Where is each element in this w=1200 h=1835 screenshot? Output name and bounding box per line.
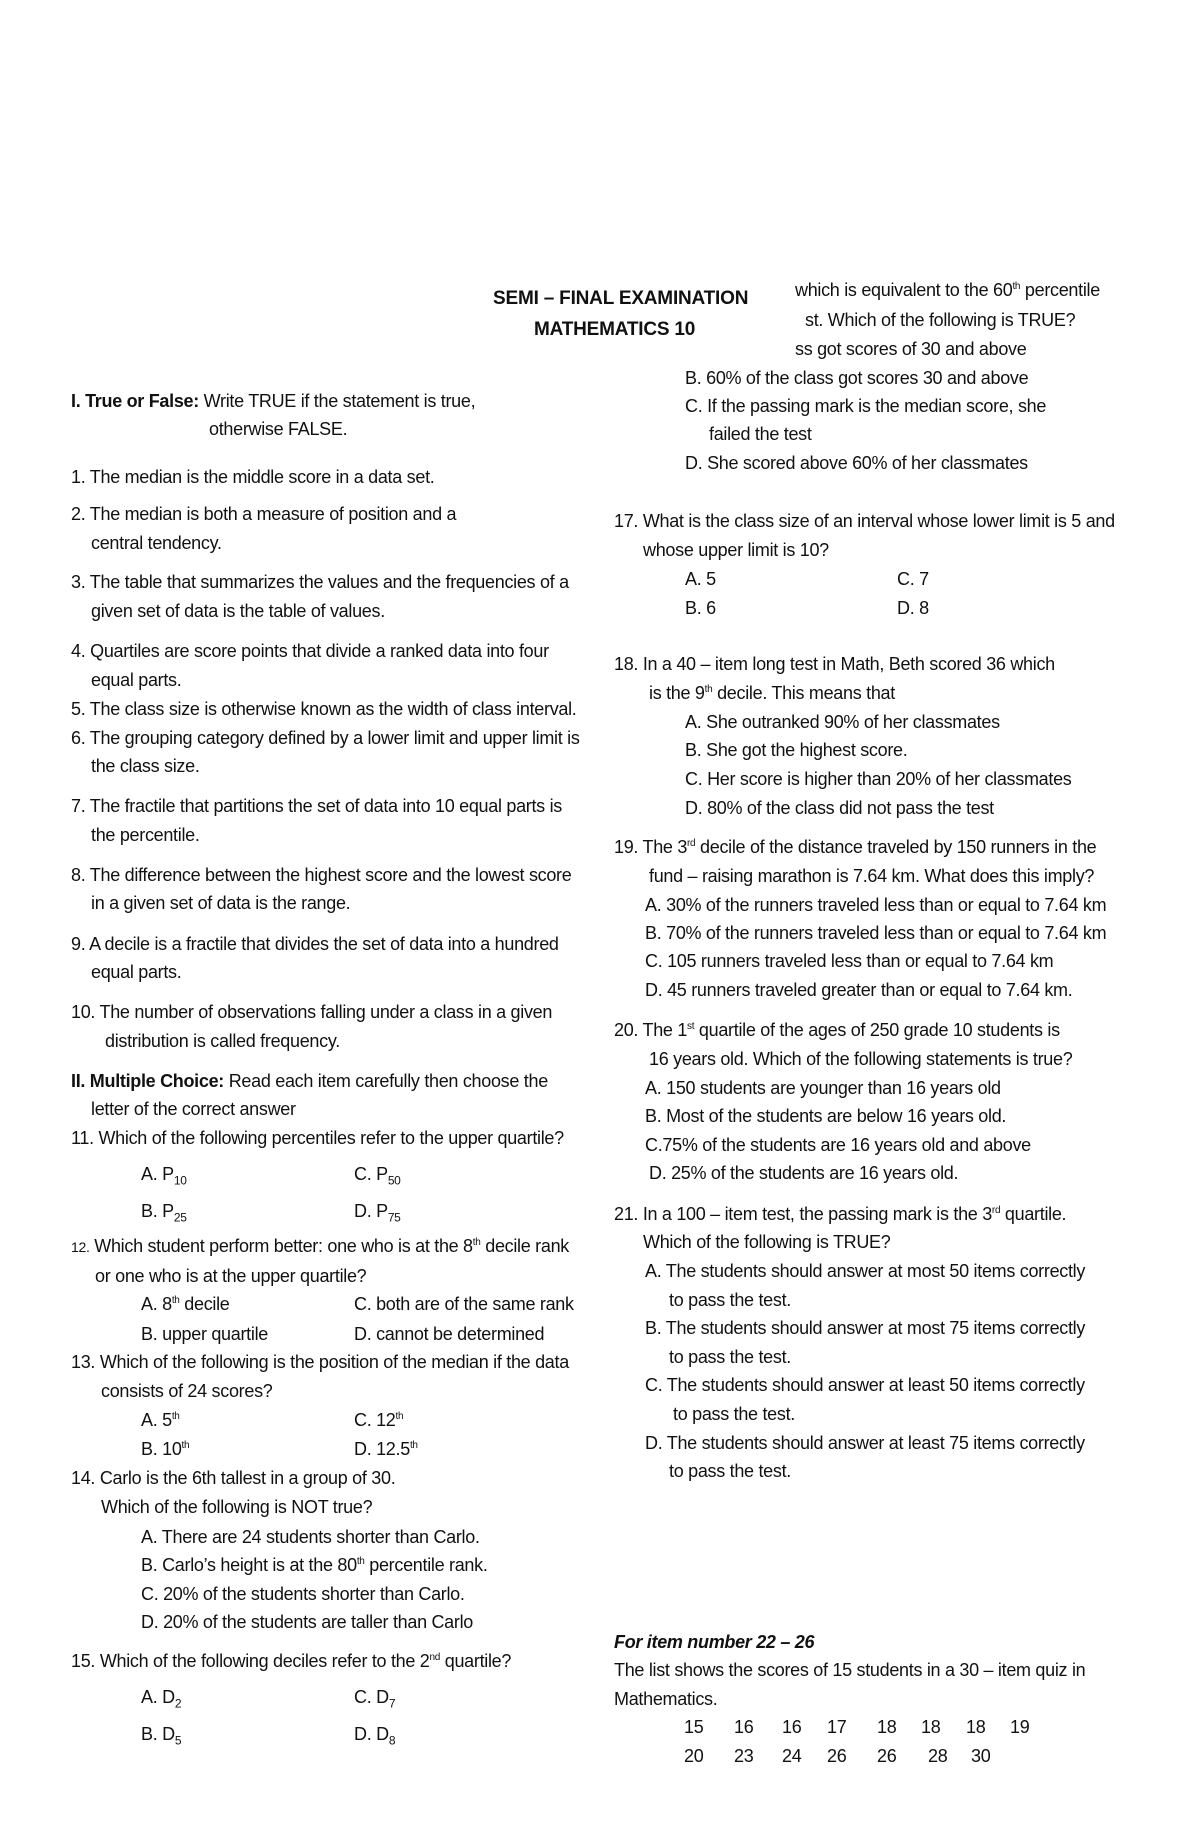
score-value: 28 [928, 1746, 948, 1766]
tf-item-5: 5. The class size is otherwise known as the width of class interval. [71, 699, 577, 719]
tf-item-4: 4. Quartiles are score points that divide a ranked data into four [71, 641, 549, 661]
part2-heading: II. Multiple Choice: Read each item carefully then choose the [71, 1071, 548, 1091]
exam-title: SEMI – FINAL EXAMINATION [493, 288, 749, 309]
q21-option-c: C. The students should answer at least 50 items correctly [645, 1375, 1085, 1395]
q16-option-b: B. 60% of the class got scores 30 and above [685, 368, 1029, 388]
q20-stem: 20. The 1st quartile of the ages of 250 grade 10 students is [614, 1020, 1060, 1040]
q13-option-b: B. 10th [141, 1439, 190, 1459]
q17-option-b: B. 6 [685, 598, 716, 618]
q16-option-c: C. If the passing mark is the median score, she [685, 396, 1047, 416]
score-value: 18 [966, 1717, 986, 1737]
tf-item-3-cont: given set of data is the table of values. [91, 601, 385, 621]
tf-item-4-cont: equal parts. [91, 670, 182, 690]
score-value: 30 [971, 1746, 991, 1766]
q19-stem-cont: fund – raising marathon is 7.64 km. What does this imply? [649, 866, 1095, 886]
score-value: 18 [921, 1717, 941, 1737]
q14-stem: 14. Carlo is the 6th tallest in a group of 30. [71, 1468, 396, 1488]
q20-option-a: A. 150 students are younger than 16 years old [645, 1078, 1001, 1098]
q21-option-a-cont: to pass the test. [669, 1290, 791, 1310]
q14-option-c: C. 20% of the students shorter than Carlo. [141, 1584, 465, 1604]
q18-option-b: B. She got the highest score. [685, 740, 908, 760]
q14-option-b: B. Carlo’s height is at the 80th percentile rank. [141, 1555, 488, 1575]
tf-item-1: 1. The median is the middle score in a data set. [71, 467, 435, 487]
q12-option-b: B. upper quartile [141, 1324, 268, 1344]
q11-option-d: D. $P_{75}$ [354, 1201, 401, 1225]
q13-option-a: A. 5th [141, 1410, 180, 1430]
q19-option-a: A. 30% of the runners traveled less than or equal to 7.64 km [645, 895, 1107, 915]
part1-heading: I. True or False: Write TRUE if the statement is true, [71, 391, 476, 411]
tf-item-10: 10. The number of observations falling under a class in a given [71, 1002, 553, 1022]
tf-item-8: 8. The difference between the highest score and the lowest score [71, 865, 572, 885]
q14-option-a: A. There are 24 students shorter than Carlo. [141, 1527, 480, 1547]
q15-option-a: A. $D_2$ [141, 1687, 182, 1711]
q20-option-b: B. Most of the students are below 16 years old. [645, 1106, 1007, 1126]
q18-option-c: C. Her score is higher than 20% of her classmates [685, 769, 1072, 789]
tf-item-10-cont: distribution is called frequency. [105, 1031, 340, 1051]
q11-option-c: C. $P_{50}$ [354, 1164, 401, 1188]
q17-option-a: A. 5 [685, 569, 716, 589]
q16-line-3: ss got scores of 30 and above [795, 339, 1027, 359]
q16-line-2: st. Which of the following is TRUE? [805, 310, 1076, 330]
part1-instruction-cont: otherwise FALSE. [209, 419, 348, 439]
q13-option-c: C. 12th [354, 1410, 404, 1430]
tf-item-2-cont: central tendency. [91, 533, 222, 553]
q17-option-d: D. 8 [897, 598, 929, 618]
q18-option-d: D. 80% of the class did not pass the test [685, 798, 994, 818]
score-value: 26 [877, 1746, 897, 1766]
items-22-26-description: The list shows the scores of 15 students in a 30 – item quiz in [614, 1660, 1086, 1680]
q14-stem-cont: Which of the following is NOT true? [101, 1497, 373, 1517]
q21-option-d: D. The students should answer at least 75 items correctly [645, 1433, 1085, 1453]
q13-stem-cont: consists of 24 scores? [101, 1381, 273, 1401]
q12-stem: 12. Which student perform better: one who is at the 8th decile rank [71, 1236, 569, 1256]
score-value: 18 [877, 1717, 897, 1737]
q18-stem: 18. In a 40 – item long test in Math, Beth scored 36 which [614, 654, 1055, 674]
q16-option-c-cont: failed the test [709, 424, 812, 444]
q13-stem: 13. Which of the following is the position of the median if the data [71, 1352, 569, 1372]
q12-option-d: D. cannot be determined [354, 1324, 545, 1344]
tf-item-2: 2. The median is both a measure of position and a [71, 504, 457, 524]
q17-stem-cont: whose upper limit is 10? [643, 540, 829, 560]
score-value: 16 [734, 1717, 754, 1737]
tf-item-3: 3. The table that summarizes the values and the frequencies of a [71, 572, 569, 592]
q19-stem: 19. The 3rd decile of the distance traveled by 150 runners in the [614, 837, 1097, 857]
q12-option-a: A. 8th decile [141, 1294, 230, 1314]
score-value: 17 [827, 1717, 847, 1737]
tf-item-7: 7. The fractile that partitions the set of data into 10 equal parts is [71, 796, 562, 816]
q12-option-c: C. both are of the same rank [354, 1294, 574, 1314]
tf-item-8-cont: in a given set of data is the range. [91, 893, 351, 913]
q12-stem-cont: or one who is at the upper quartile? [95, 1266, 367, 1286]
score-value: 26 [827, 1746, 847, 1766]
q11-stem: 11. Which of the following percentiles refer to the upper quartile? [71, 1128, 564, 1148]
q18-stem-cont: is the 9th decile. This means that [649, 683, 895, 703]
q11-option-b: B. $P_{25}$ [141, 1201, 187, 1225]
score-value: 23 [734, 1746, 754, 1766]
items-22-26-heading: For item number 22 – 26 [614, 1632, 815, 1652]
q15-option-b: B. $D_5$ [141, 1724, 182, 1748]
tf-item-9: 9. A decile is a fractile that divides the set of data into a hundred [71, 934, 559, 954]
q21-option-c-cont: to pass the test. [673, 1404, 795, 1424]
q20-option-d: D. 25% of the students are 16 years old. [649, 1163, 959, 1183]
tf-item-7-cont: the percentile. [91, 825, 200, 845]
q15-stem: 15. Which of the following deciles refer to the 2nd quartile? [71, 1651, 512, 1671]
q19-option-c: C. 105 runners traveled less than or equal to 7.64 km [645, 951, 1054, 971]
tf-item-6-cont: the class size. [91, 756, 200, 776]
tf-item-6: 6. The grouping category defined by a lower limit and upper limit is [71, 728, 580, 748]
q18-option-a: A. She outranked 90% of her classmates [685, 712, 1000, 732]
q16-option-d: D. She scored above 60% of her classmates [685, 453, 1028, 473]
score-value: 20 [684, 1746, 704, 1766]
score-value: 15 [684, 1717, 704, 1737]
q21-option-a: A. The students should answer at most 50 items correctly [645, 1261, 1086, 1281]
q16-line-1: which is equivalent to the 60th percentile [795, 280, 1100, 300]
q19-option-d: D. 45 runners traveled greater than or equal to 7.64 km. [645, 980, 1073, 1000]
tf-item-9-cont: equal parts. [91, 962, 182, 982]
score-value: 24 [782, 1746, 802, 1766]
score-value: 19 [1010, 1717, 1030, 1737]
q21-stem-cont: Which of the following is TRUE? [643, 1232, 891, 1252]
q20-option-c: C.75% of the students are 16 years old and above [645, 1135, 1031, 1155]
score-value: 16 [782, 1717, 802, 1737]
q13-option-d: D. 12.5th [354, 1439, 418, 1459]
q17-option-c: C. 7 [897, 569, 929, 589]
q21-stem: 21. In a 100 – item test, the passing mark is the 3rd quartile. [614, 1204, 1067, 1224]
q21-option-b-cont: to pass the test. [669, 1347, 791, 1367]
items-22-26-description-cont: Mathematics. [614, 1689, 718, 1709]
q15-option-c: C. $D_7$ [354, 1687, 396, 1711]
q11-option-a: A. $P_{10}$ [141, 1164, 187, 1188]
q14-option-d: D. 20% of the students are taller than Carlo [141, 1612, 473, 1632]
q21-option-d-cont: to pass the test. [669, 1461, 791, 1481]
q15-option-d: D. $D_8$ [354, 1724, 396, 1748]
q17-stem: 17. What is the class size of an interval whose lower limit is 5 and [614, 511, 1115, 531]
q19-option-b: B. 70% of the runners traveled less than or equal to 7.64 km [645, 923, 1107, 943]
q21-option-b: B. The students should answer at most 75 items correctly [645, 1318, 1086, 1338]
exam-subject: MATHEMATICS 10 [534, 319, 696, 340]
q20-stem-cont: 16 years old. Which of the following statements is true? [649, 1049, 1073, 1069]
part2-instruction-cont: letter of the correct answer [91, 1099, 296, 1119]
